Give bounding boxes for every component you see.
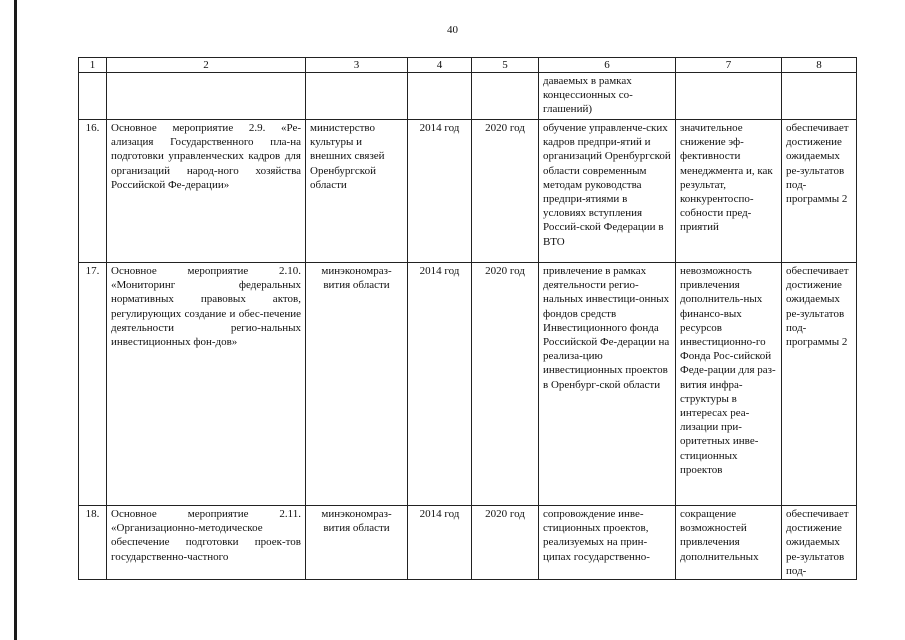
header-cell: 7 [676, 58, 782, 73]
end-year: 2020 год [472, 120, 539, 263]
start-year: 2014 год [408, 120, 472, 263]
link-to-indicators: обеспечивает достижение ожидаемых ре-зультатов под-программы 2 [782, 263, 857, 506]
start-year: 2014 год [408, 506, 472, 580]
header-cell: 3 [306, 58, 408, 73]
measure-name: Основное мероприятие 2.11. «Организационно-методическое обеспечение подготовки проек-тов государственно-частного [107, 506, 306, 580]
table-row [79, 263, 857, 506]
page-edge-bar [14, 0, 17, 640]
end-year: 2020 год [472, 263, 539, 506]
executor: минэкономраз-вития области [306, 263, 408, 506]
row-number: 18. [79, 506, 107, 580]
executor: минэкономраз-вития области [306, 506, 408, 580]
row-number: 16. [79, 120, 107, 263]
link-to-indicators: обеспечивает достижение ожидаемых ре-зультатов под- [782, 506, 857, 580]
consequence: значительное снижение эф-фективности менеджмента и, как результат, конкурентоспо-собности пред-приятий [676, 120, 782, 263]
consequence: невозможность привлечения дополнитель-ных финансо-вых ресурсов инвестиционно-го Фонда Рос-сийской Феде-рации для раз-вития инфра-структуры в интересах реа-лизации при-оритетных инве-стиционных проектов [676, 263, 782, 506]
executor [306, 73, 408, 120]
expected-result: даваемых в рамках концессионных со-глашений) [539, 73, 676, 120]
header-cell: 4 [408, 58, 472, 73]
measure-name: Основное мероприятие 2.10. «Мониторинг федеральных нормативных правовых актов, регулирующих создание и обес-печение деятельности регио-нальных инвестиционных фон-дов» [107, 263, 306, 506]
expected-result: обучение управленче-ских кадров предпри-ятий и организаций Оренбургской области современным методам руководства предпри-ятиями в условиях вступления Россий-ской Федерации в ВТО [539, 120, 676, 263]
expected-result: сопровождение инве-стиционных проектов, реализуемых на прин-ципах государственно- [539, 506, 676, 580]
consequence [676, 73, 782, 120]
page-number: 40 [447, 24, 458, 36]
expected-result: привлечение в рамках деятельности регио-нальных инвестици-онных фондов средств Инвестиционного фонда Российской Фе-дерации на реализа-цию инвестиционных проектов в Оренбург-ской области [539, 263, 676, 506]
table-row [79, 73, 857, 120]
table-row [79, 506, 857, 580]
measure-name [107, 73, 306, 120]
header-cell: 6 [539, 58, 676, 73]
row-number: 17. [79, 263, 107, 506]
consequence: сокращение возможностей привлечения дополнительных [676, 506, 782, 580]
header-cell: 2 [107, 58, 306, 73]
measure-name: Основное мероприятие 2.9. «Ре-ализация Государственного пла-на подготовки управленческих кадров для организаций народ-ного хозяйства Российской Фе-дерации» [107, 120, 306, 263]
start-year: 2014 год [408, 263, 472, 506]
end-year: 2020 год [472, 506, 539, 580]
table-row [79, 120, 857, 263]
table-header-row [79, 58, 857, 73]
header-cell: 5 [472, 58, 539, 73]
row-number [79, 73, 107, 120]
measures-table [78, 57, 857, 580]
end-year [472, 73, 539, 120]
start-year [408, 73, 472, 120]
header-cell: 1 [79, 58, 107, 73]
link-to-indicators: обеспечивает достижение ожидаемых ре-зультатов под-программы 2 [782, 120, 857, 263]
executor: министерство культуры и внешних связей Оренбургской области [306, 120, 408, 263]
header-cell: 8 [782, 58, 857, 73]
link-to-indicators [782, 73, 857, 120]
